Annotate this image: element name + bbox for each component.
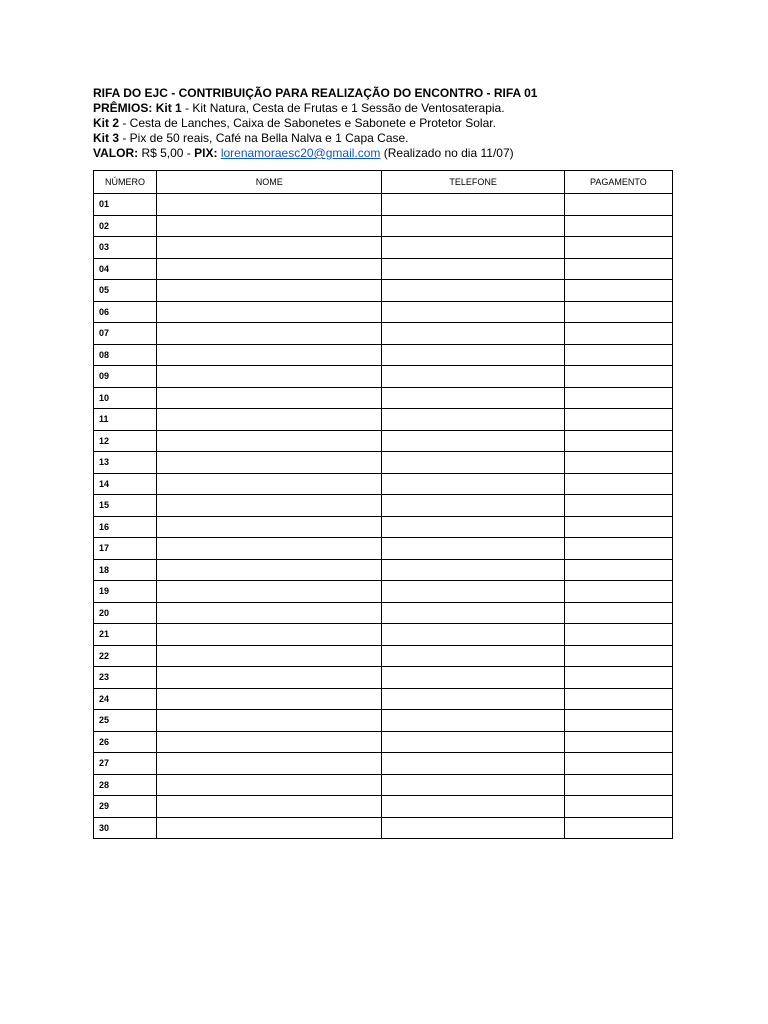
kit2-label: Kit 2 [93, 116, 120, 130]
payment-cell[interactable] [564, 667, 672, 689]
raffle-title-line [93, 86, 693, 101]
phone-cell[interactable] [382, 237, 564, 259]
value-text: R$ 5,00 - [138, 146, 195, 160]
raffle-table [93, 170, 673, 839]
table-row [94, 645, 673, 667]
phone-cell[interactable] [382, 516, 564, 538]
name-cell[interactable] [157, 602, 382, 624]
ticket-number-cell: 01 [94, 194, 157, 216]
table-row [94, 452, 673, 474]
phone-cell[interactable] [382, 667, 564, 689]
phone-cell[interactable] [382, 280, 564, 302]
table-row [94, 280, 673, 302]
raffle-table-body [94, 194, 673, 839]
table-row [94, 796, 673, 818]
prizes-line [93, 101, 693, 116]
kit1-text: - Kit Natura, Cesta de Frutas e 1 Sessão de Ventosaterapia. [181, 101, 505, 115]
name-cell[interactable] [157, 473, 382, 495]
phone-cell[interactable] [382, 215, 564, 237]
ticket-number-cell: 15 [94, 495, 157, 517]
table-row [94, 624, 673, 646]
payment-cell[interactable] [564, 581, 672, 603]
kit3-line [93, 131, 693, 146]
name-cell[interactable] [157, 581, 382, 603]
name-cell[interactable] [157, 817, 382, 839]
name-cell[interactable] [157, 688, 382, 710]
name-cell[interactable] [157, 796, 382, 818]
phone-cell[interactable] [382, 387, 564, 409]
payment-cell[interactable] [564, 301, 672, 323]
phone-cell[interactable] [382, 430, 564, 452]
payment-cell[interactable] [564, 194, 672, 216]
table-row [94, 559, 673, 581]
table-row [94, 774, 673, 796]
table-row [94, 667, 673, 689]
phone-cell[interactable] [382, 559, 564, 581]
phone-cell[interactable] [382, 258, 564, 280]
column-header-payment: PAGAMENTO [564, 171, 672, 194]
ticket-number-cell: 13 [94, 452, 157, 474]
payment-cell[interactable] [564, 688, 672, 710]
payment-cell[interactable] [564, 258, 672, 280]
table-row [94, 301, 673, 323]
phone-cell[interactable] [382, 495, 564, 517]
name-cell[interactable] [157, 710, 382, 732]
table-row [94, 215, 673, 237]
ticket-number-cell: 29 [94, 796, 157, 818]
name-cell[interactable] [157, 194, 382, 216]
payment-cell[interactable] [564, 387, 672, 409]
name-cell[interactable] [157, 516, 382, 538]
payment-cell[interactable] [564, 559, 672, 581]
table-row [94, 817, 673, 839]
ticket-number-cell: 11 [94, 409, 157, 431]
value-line [93, 146, 693, 161]
payment-cell[interactable] [564, 753, 672, 775]
pix-email-link[interactable]: lorenamoraesc20@gmail.com [220, 146, 381, 160]
payment-cell[interactable] [564, 280, 672, 302]
table-row [94, 516, 673, 538]
ticket-number-cell: 16 [94, 516, 157, 538]
phone-cell[interactable] [382, 645, 564, 667]
payment-cell[interactable] [564, 774, 672, 796]
table-row [94, 581, 673, 603]
ticket-number-cell: 30 [94, 817, 157, 839]
ticket-number-cell: 12 [94, 430, 157, 452]
name-cell[interactable] [157, 215, 382, 237]
table-row [94, 538, 673, 560]
phone-cell[interactable] [382, 581, 564, 603]
payment-cell[interactable] [564, 237, 672, 259]
phone-cell[interactable] [382, 344, 564, 366]
table-header-row [94, 171, 673, 194]
table-row [94, 753, 673, 775]
ticket-number-cell: 21 [94, 624, 157, 646]
column-header-number: NÚMERO [94, 171, 157, 194]
kit2-text: - Cesta de Lanches, Caixa de Sabonetes e Sabonete e Protetor Solar. [119, 116, 496, 130]
ticket-number-cell: 14 [94, 473, 157, 495]
phone-cell[interactable] [382, 753, 564, 775]
draw-note: (Realizado no dia 11/07) [380, 146, 514, 160]
ticket-number-cell: 07 [94, 323, 157, 345]
table-row [94, 473, 673, 495]
phone-cell[interactable] [382, 301, 564, 323]
phone-cell[interactable] [382, 409, 564, 431]
payment-cell[interactable] [564, 817, 672, 839]
payment-cell[interactable] [564, 602, 672, 624]
name-cell[interactable] [157, 495, 382, 517]
name-cell[interactable] [157, 258, 382, 280]
ticket-number-cell: 19 [94, 581, 157, 603]
payment-cell[interactable] [564, 409, 672, 431]
ticket-number-cell: 04 [94, 258, 157, 280]
table-row [94, 710, 673, 732]
ticket-number-cell: 26 [94, 731, 157, 753]
prizes-label: PRÊMIOS: [93, 101, 153, 115]
table-row [94, 387, 673, 409]
payment-cell[interactable] [564, 323, 672, 345]
table-row [94, 194, 673, 216]
table-row [94, 602, 673, 624]
raffle-header [93, 86, 693, 161]
name-cell[interactable] [157, 366, 382, 388]
ticket-number-cell: 27 [94, 753, 157, 775]
table-row [94, 237, 673, 259]
payment-cell[interactable] [564, 344, 672, 366]
ticket-number-cell: 09 [94, 366, 157, 388]
name-cell[interactable] [157, 430, 382, 452]
ticket-number-cell: 02 [94, 215, 157, 237]
name-cell[interactable] [157, 323, 382, 345]
name-cell[interactable] [157, 301, 382, 323]
phone-cell[interactable] [382, 473, 564, 495]
kit3-label: Kit 3 [93, 131, 120, 145]
name-cell[interactable] [157, 753, 382, 775]
table-row [94, 344, 673, 366]
name-cell[interactable] [157, 624, 382, 646]
payment-cell[interactable] [564, 796, 672, 818]
pix-label: PIX: [194, 146, 218, 160]
phone-cell[interactable] [382, 796, 564, 818]
table-row [94, 323, 673, 345]
phone-cell[interactable] [382, 452, 564, 474]
phone-cell[interactable] [382, 774, 564, 796]
phone-cell[interactable] [382, 538, 564, 560]
ticket-number-cell: 28 [94, 774, 157, 796]
phone-cell[interactable] [382, 817, 564, 839]
column-header-phone: TELEFONE [382, 171, 564, 194]
phone-cell[interactable] [382, 688, 564, 710]
ticket-number-cell: 23 [94, 667, 157, 689]
ticket-number-cell: 25 [94, 710, 157, 732]
name-cell[interactable] [157, 559, 382, 581]
table-row [94, 688, 673, 710]
column-header-name: NOME [157, 171, 382, 194]
table-row [94, 258, 673, 280]
ticket-number-cell: 08 [94, 344, 157, 366]
table-row [94, 366, 673, 388]
payment-cell[interactable] [564, 645, 672, 667]
payment-cell[interactable] [564, 731, 672, 753]
payment-cell[interactable] [564, 473, 672, 495]
table-row [94, 409, 673, 431]
kit2-line [93, 116, 693, 131]
name-cell[interactable] [157, 237, 382, 259]
payment-cell[interactable] [564, 452, 672, 474]
name-cell[interactable] [157, 280, 382, 302]
name-cell[interactable] [157, 409, 382, 431]
payment-cell[interactable] [564, 215, 672, 237]
phone-cell[interactable] [382, 710, 564, 732]
name-cell[interactable] [157, 344, 382, 366]
name-cell[interactable] [157, 538, 382, 560]
phone-cell[interactable] [382, 194, 564, 216]
raffle-title: RIFA DO EJC - CONTRIBUIÇÃO PARA REALIZAÇÃO DO ENCONTRO - RIFA 01 [93, 86, 538, 100]
payment-cell[interactable] [564, 624, 672, 646]
name-cell[interactable] [157, 774, 382, 796]
ticket-number-cell: 06 [94, 301, 157, 323]
ticket-number-cell: 22 [94, 645, 157, 667]
phone-cell[interactable] [382, 366, 564, 388]
payment-cell[interactable] [564, 516, 672, 538]
payment-cell[interactable] [564, 366, 672, 388]
payment-cell[interactable] [564, 538, 672, 560]
name-cell[interactable] [157, 731, 382, 753]
phone-cell[interactable] [382, 323, 564, 345]
name-cell[interactable] [157, 667, 382, 689]
value-label: VALOR: [93, 146, 139, 160]
ticket-number-cell: 24 [94, 688, 157, 710]
ticket-number-cell: 17 [94, 538, 157, 560]
name-cell[interactable] [157, 452, 382, 474]
name-cell[interactable] [157, 387, 382, 409]
name-cell[interactable] [157, 645, 382, 667]
ticket-number-cell: 20 [94, 602, 157, 624]
ticket-number-cell: 18 [94, 559, 157, 581]
phone-cell[interactable] [382, 731, 564, 753]
kit3-text: - Pix de 50 reais, Café na Bella Nalva e 1 Capa Case. [119, 131, 409, 145]
kit1-label: Kit 1 [155, 101, 182, 115]
phone-cell[interactable] [382, 602, 564, 624]
table-row [94, 495, 673, 517]
ticket-number-cell: 10 [94, 387, 157, 409]
table-row [94, 430, 673, 452]
phone-cell[interactable] [382, 624, 564, 646]
payment-cell[interactable] [564, 495, 672, 517]
ticket-number-cell: 05 [94, 280, 157, 302]
ticket-number-cell: 03 [94, 237, 157, 259]
payment-cell[interactable] [564, 710, 672, 732]
table-row [94, 731, 673, 753]
payment-cell[interactable] [564, 430, 672, 452]
